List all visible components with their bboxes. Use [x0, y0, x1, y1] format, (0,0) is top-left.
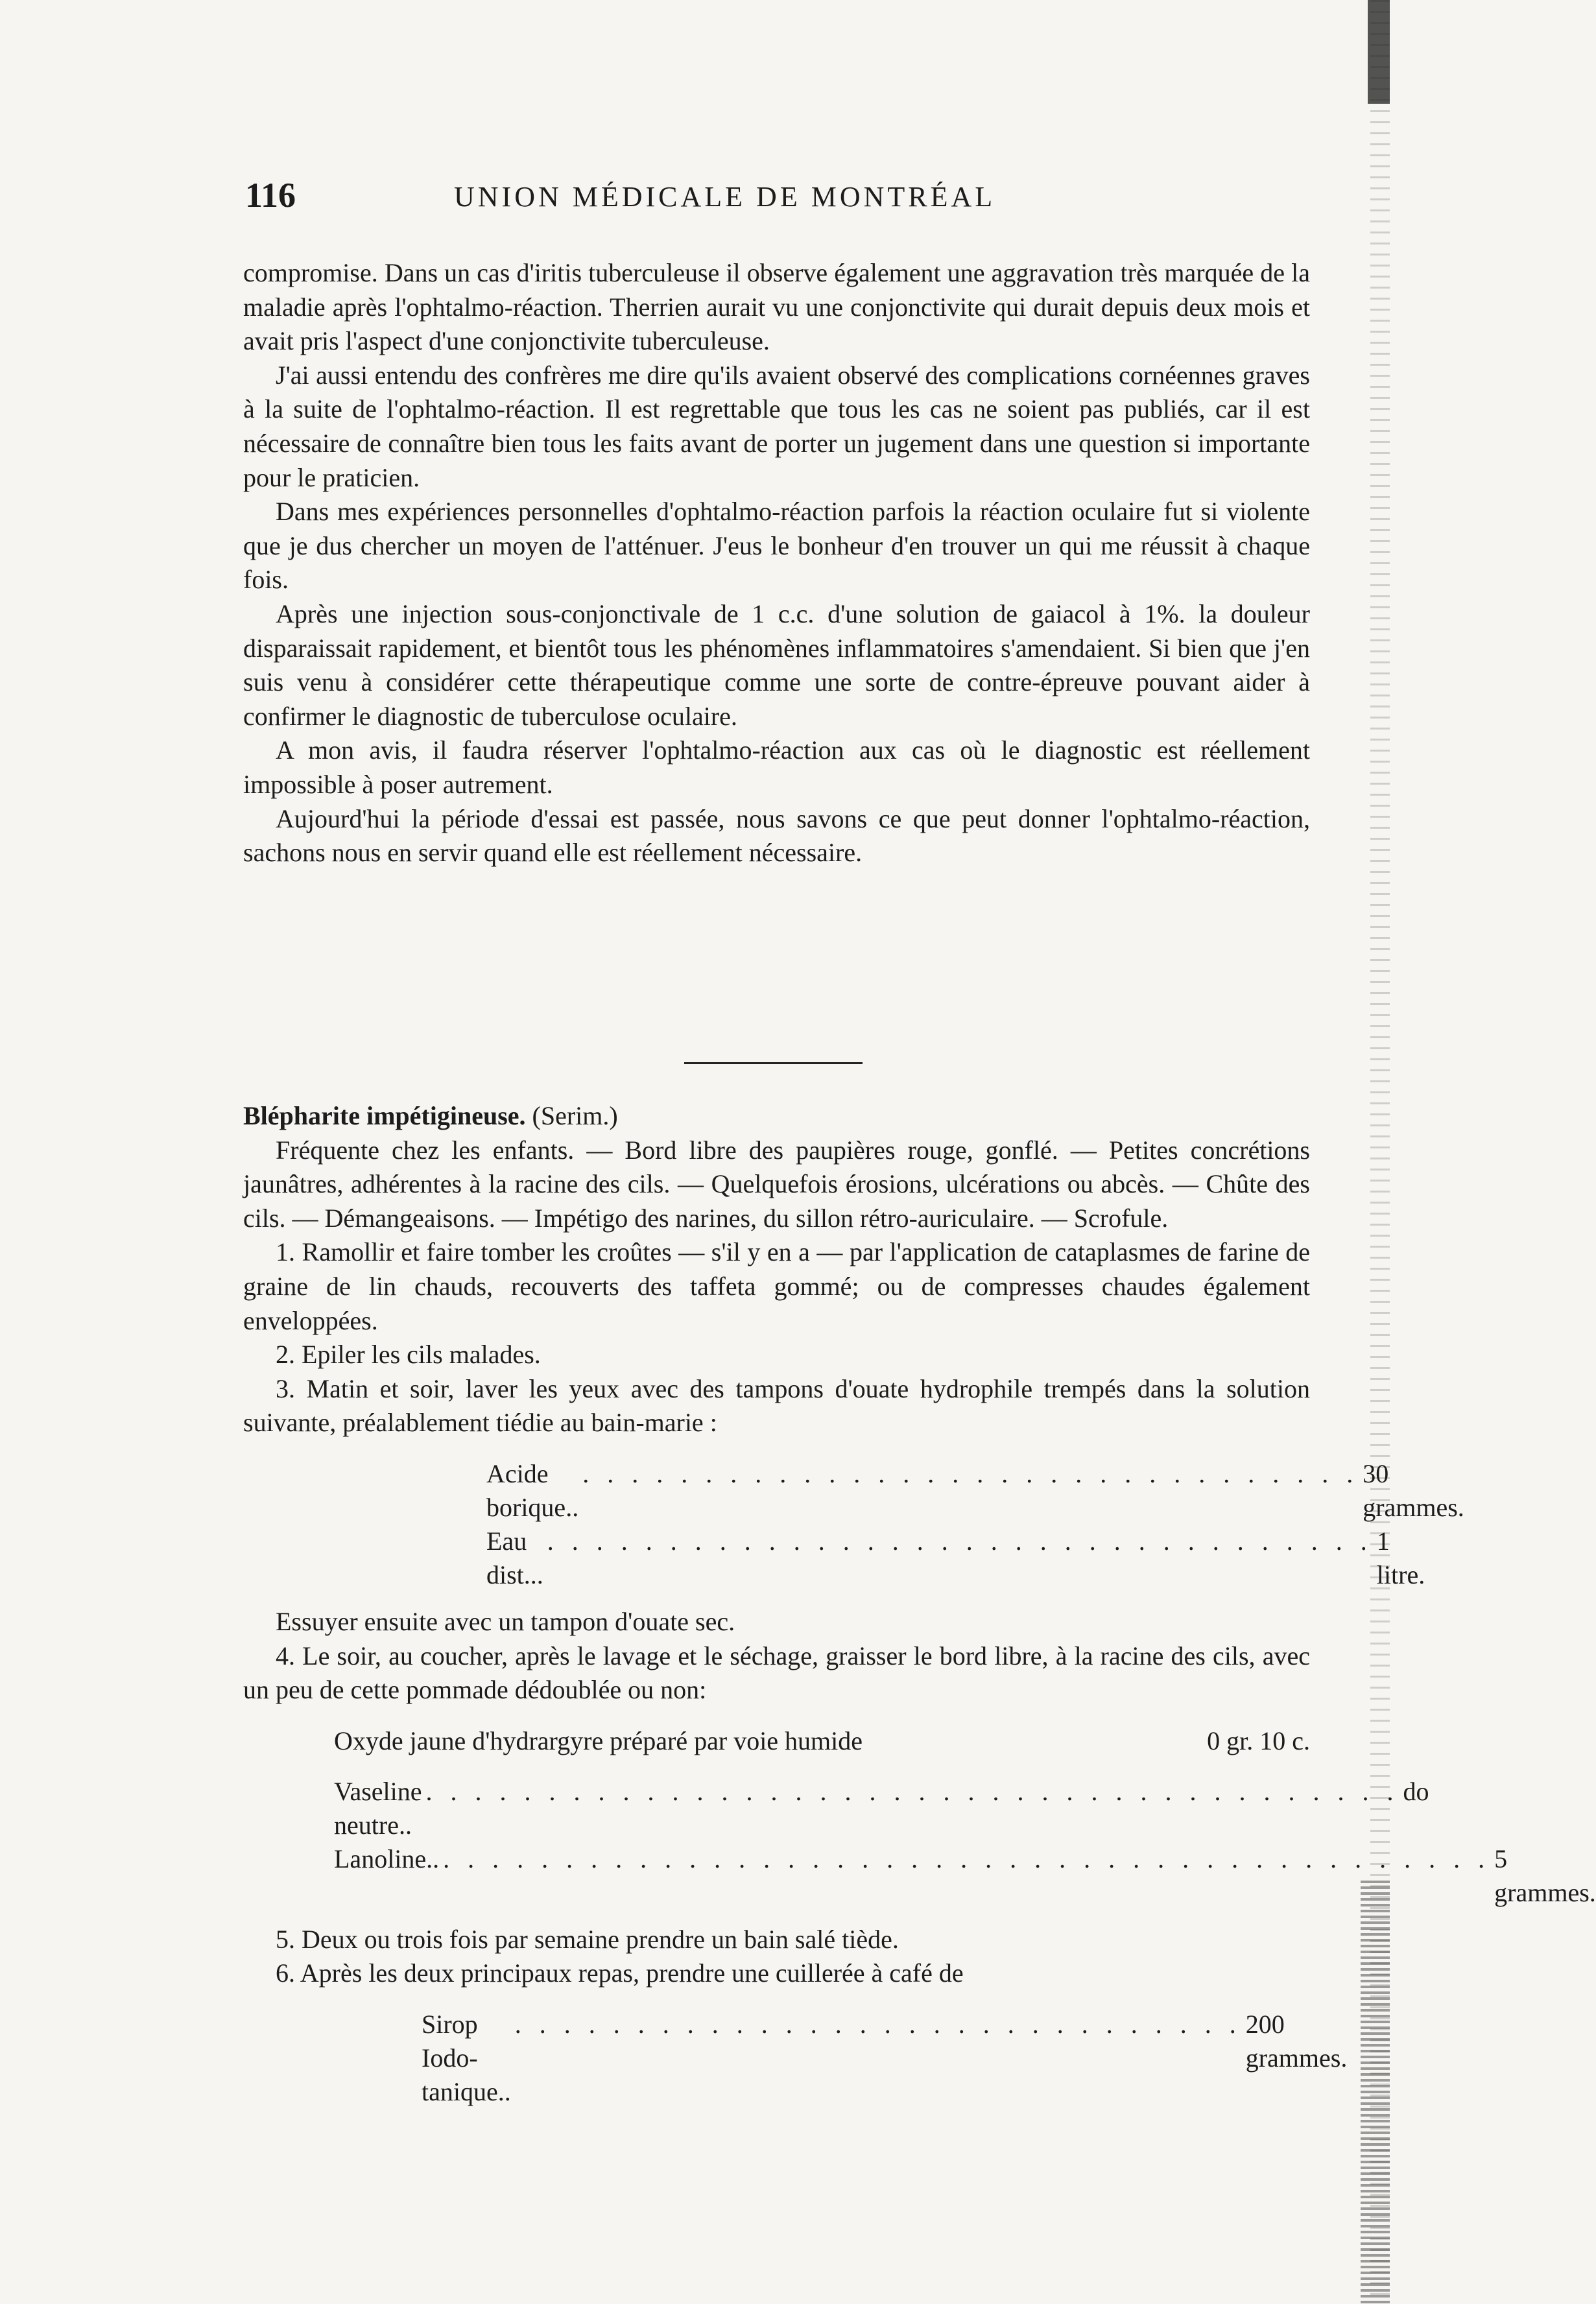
- step-5: 5. Deux ou trois fois par semaine prendre un bain salé tiède.: [276, 1924, 899, 1954]
- section-author: (Serim.): [532, 1101, 618, 1130]
- formula-row: [422, 2008, 1348, 2109]
- step-3: 3. Matin et soir, laver les yeux avec des tampons d'ouate hydrophile trempés dans la solution suivante, préalablement tiédie au bain-marie :: [243, 1373, 1310, 1438]
- formula-item: Lanoline..: [334, 1844, 440, 1873]
- formula-row: [486, 1525, 1425, 1592]
- formula-ointment: [243, 1724, 1596, 1910]
- scan-edge-mark-bottom: [1361, 1881, 1390, 2304]
- symptoms-paragraph: Fréquente chez les enfants. — Bord libre des paupières rouge, gonflé. — Petites concrétions jaunâtres, adhérentes à la racine des cils. — Quelquefois érosions, ulcérations ou abcès. — Chûte des cils. — Démangeaisons. — Impétigo des narines, du sillon rétro-auriculaire. — Scrofule.: [243, 1135, 1310, 1233]
- formula-item: Vaseline neutre..: [334, 1776, 422, 1840]
- leader-dots: . . . . . . . . . . . . . . . . . . . . . . . . . . . . . . . .: [582, 1458, 1359, 1488]
- formula-qty: 0 gr. 10 c.: [1207, 1726, 1310, 1755]
- formula-row: [486, 1457, 1464, 1525]
- paragraph: Après une injection sous-conjonctivale de 1 c.c. d'une solution de gaiacol à 1%. la douleur disparaissait rapidement, et bientôt tous les phénomènes inflammatoires s'amendaient. Si bien que j'en suis venu à considérer cette thérapeutique comme une sorte de contre-épreuve pouvant aider à confirmer le diagnostic de tuberculose oculaire.: [243, 599, 1310, 731]
- step-6: 6. Après les deux principaux repas, prendre une cuillerée à café de: [276, 1958, 964, 1988]
- formula-syrup: [243, 2008, 1348, 2109]
- page-header: [0, 175, 1390, 233]
- formula-row: [334, 1775, 1429, 1842]
- leader-dots: . . . . . . . . . . . . . . . . . . . . . . . . . . . . . . . . . . . . . . . .: [425, 1776, 1399, 1806]
- step-1: 1. Ramollir et faire tomber les croûtes — s'il y en a — par l'application de cataplasmes de farine de graine de lin chauds, recouverts des taffeta gommé; ou de compresses chaudes également enveloppées.: [243, 1237, 1310, 1335]
- section-title: [243, 1099, 1310, 1134]
- formula-qty: 5 grammes.: [1494, 1844, 1596, 1907]
- formula-qty: do: [1403, 1776, 1429, 1806]
- paragraph: Essuyer ensuite avec un tampon d'ouate sec.: [276, 1606, 735, 1636]
- running-title: UNION MÉDICALE DE MONTRÉAL: [454, 181, 996, 213]
- section-title-text: Blépharite impétigineuse.: [243, 1101, 526, 1130]
- formula-boric-solution: [243, 1457, 1464, 1592]
- page-number: 116: [245, 176, 296, 215]
- formula-qty: 30 grammes.: [1363, 1458, 1464, 1522]
- formula-qty: 200 grammes.: [1245, 2009, 1348, 2072]
- formula-item: Acide borique..: [486, 1458, 579, 1522]
- article-body: [243, 256, 1310, 870]
- formula-item: Eau dist...: [486, 1526, 543, 1589]
- formula-item: Oxyde jaune d'hydrargyre préparé par voie humide: [334, 1726, 863, 1755]
- paragraph: A mon avis, il faudra réserver l'ophtalmo-réaction aux cas où le diagnostic est réellement impossible à poser autrement.: [243, 735, 1310, 799]
- prescription-section: [243, 1099, 1596, 2122]
- formula-row: [334, 1842, 1596, 1910]
- leader-dots: . . . . . . . . . . . . . . . . . . . . . . . . . . . . . .: [514, 2009, 1242, 2039]
- formula-row: [334, 1724, 1310, 1758]
- leader-dots: . . . . . . . . . . . . . . . . . . . . . . . . . . . . . . . . . .: [547, 1526, 1373, 1556]
- paragraph: J'ai aussi entendu des confrères me dire qu'ils avaient observé des complications cornéennes graves à la suite de l'ophtalmo-réaction. Il est regrettable que tous les cas ne soient pas publiés, car il est nécessaire de connaître bien tous les faits avant de porter un jugement dans une question si importante pour le praticien.: [243, 360, 1310, 492]
- formula-item: Sirop Iodo-tanique..: [422, 2009, 511, 2106]
- step-2: 2. Epiler les cils malades.: [276, 1340, 541, 1370]
- paragraph: Dans mes expériences personnelles d'ophtalmo-réaction parfois la réaction oculaire fut si violente que je dus chercher un moyen de l'atténuer. J'eus le bonheur d'en trouver un qui me réussit à chaque fois.: [243, 497, 1310, 595]
- leader-dots: . . . . . . . . . . . . . . . . . . . . . . . . . . . . . . . . . . . . . . . . . . .: [443, 1844, 1491, 1873]
- step-4: 4. Le soir, au coucher, après le lavage et le séchage, graisser le bord libre, à la racine des cils, avec un peu de cette pommade dédoublée ou non:: [243, 1641, 1310, 1705]
- section-divider: [684, 1062, 863, 1064]
- formula-qty: 1 litre.: [1376, 1526, 1425, 1589]
- paragraph: compromise. Dans un cas d'iritis tuberculeuse il observe également une aggravation très marquée de la maladie après l'ophtalmo-réaction. Therrien aurait vu une conjonctivite qui durait depuis deux mois et avait pris l'aspect d'une conjonctivite tuberculeuse.: [243, 258, 1310, 356]
- paragraph: Aujourd'hui la période d'essai est passée, nous savons ce que peut donner l'ophtalmo-réaction, sachons nous en servir quand elle est réellement nécessaire.: [243, 803, 1310, 868]
